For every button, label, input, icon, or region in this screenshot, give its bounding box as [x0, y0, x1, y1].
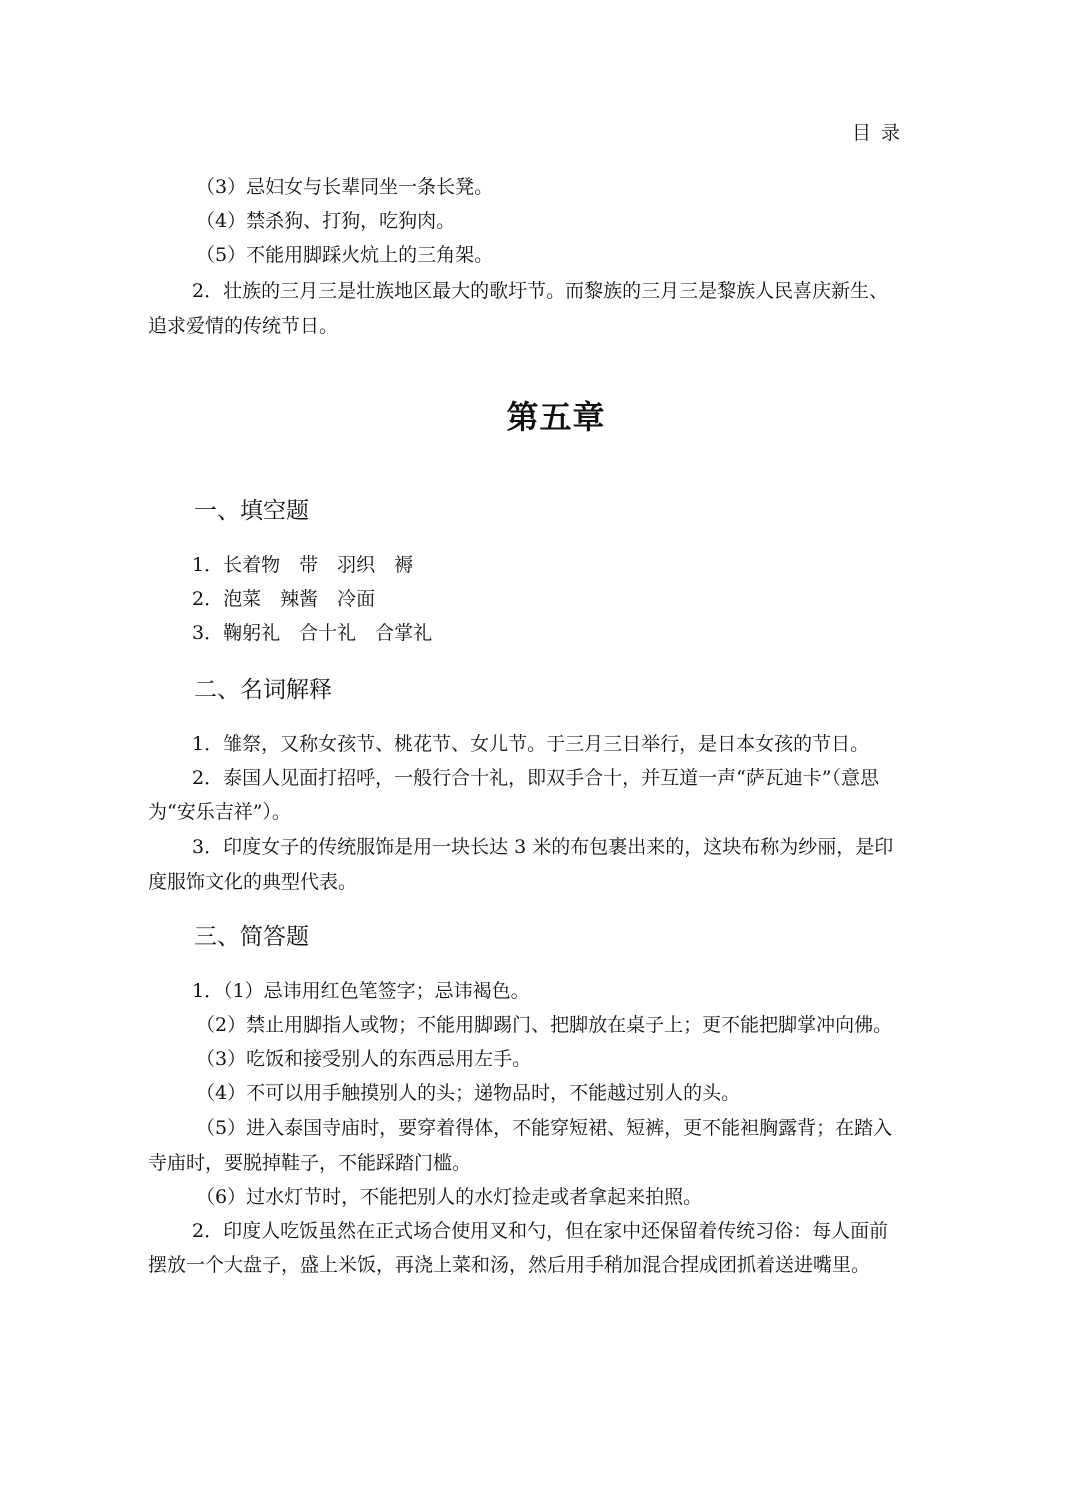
- text-line: 寺庙时，要脱掉鞋子，不能踩踏门槛。: [148, 1152, 472, 1174]
- text-line: 3．鞠躬礼 合十礼 合掌礼: [192, 622, 433, 644]
- text-line: 1．雏祭，又称女孩节、桃花节、女儿节。于三月三日举行，是日本女孩的节日。: [192, 733, 870, 755]
- text-line: 追求爱情的传统节日。: [148, 315, 339, 337]
- section-title: 二、名词解释: [194, 677, 332, 703]
- text-line: （4）禁杀狗、打狗，吃狗肉。: [196, 210, 456, 232]
- text-line: （5）进入泰国寺庙时，要穿着得体，不能穿短裙、短裤，更不能袒胸露背；在踏入: [196, 1117, 893, 1139]
- running-header: 目 录: [852, 122, 903, 144]
- chapter-title: 第五章: [506, 398, 606, 436]
- text-line: 为“安乐吉祥”）。: [148, 801, 291, 823]
- text-line: 度服饰文化的典型代表。: [148, 871, 358, 893]
- text-line: 2．泰国人见面打招呼，一般行合十礼，即双手合十，并互道一声“萨瓦迪卡”（意思: [192, 767, 880, 789]
- text-line: 1．（1）忌讳用红色笔签字；忌讳褐色。: [192, 980, 530, 1002]
- text-line: （5）不能用脚踩火炕上的三角架。: [196, 244, 494, 266]
- text-line: 2．泡菜 辣酱 冷面: [192, 588, 376, 610]
- text-line: 1．长着物 带 羽织 褥: [192, 554, 414, 576]
- text-line: 摆放一个大盘子，盛上米饭，再浇上菜和汤，然后用手稍加混合捏成团抓着送进嘴里。: [148, 1254, 871, 1276]
- text-line: （6）过水灯节时，不能把别人的水灯捡走或者拿起来拍照。: [196, 1186, 703, 1208]
- text-line: （3）忌妇女与长辈同坐一条长凳。: [196, 176, 494, 198]
- text-line: 2．壮族的三月三是壮族地区最大的歌圩节。而黎族的三月三是黎族人民喜庆新生、: [192, 280, 889, 302]
- section-title: 三、简答题: [194, 924, 309, 950]
- section-title: 一、填空题: [194, 498, 309, 524]
- text-line: （4）不可以用手触摸别人的头；递物品时，不能越过别人的头。: [196, 1082, 741, 1104]
- text-line: （2）禁止用脚指人或物；不能用脚踢门、把脚放在桌子上；更不能把脚掌冲向佛。: [196, 1014, 893, 1036]
- text-line: 3．印度女子的传统服饰是用一块长达 3 米的布包裹出来的，这块布称为纱丽，是印: [192, 836, 894, 858]
- text-line: （3）吃饭和接受别人的东西忌用左手。: [196, 1048, 532, 1070]
- text-line: 2．印度人吃饭虽然在正式场合使用叉和勺，但在家中还保留着传统习俗：每人面前: [192, 1220, 889, 1242]
